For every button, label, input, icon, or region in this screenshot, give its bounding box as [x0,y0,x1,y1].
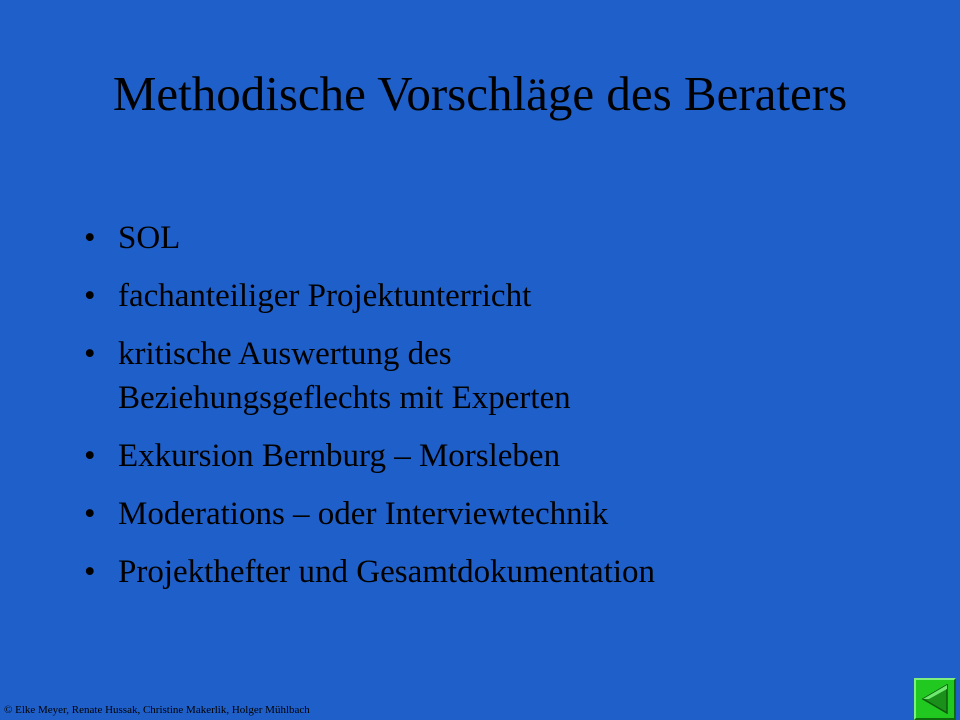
bullet-dot: • [84,554,96,590]
bullet-list [84,216,924,608]
bullet-item [84,492,924,536]
bullet-text: SOL [118,220,181,256]
bullet-dot: • [84,220,96,256]
bullet-text: fachanteiliger Projektunterricht [118,278,532,314]
bullet-dot: • [84,496,96,532]
bullet-dot: • [84,438,96,474]
back-button[interactable] [914,678,956,720]
bullet-text: Moderations – oder Interviewtechnik [118,496,609,532]
copyright-footer: © Elke Meyer, Renate Hussak, Christine Makerlik, Holger Mühlbach [4,704,310,716]
triangle-left-icon [921,684,949,714]
bullet-item [84,332,924,420]
bullet-text: kritische Auswertung des Beziehungsgeflechts mit Experten [118,336,571,416]
bullet-dot: • [84,336,96,372]
bullet-item [84,216,924,260]
bullet-dot: • [84,278,96,314]
bullet-item [84,434,924,478]
bullet-text: Projekthefter und Gesamtdokumentation [118,554,656,590]
slide-title: Methodische Vorschläge des Beraters [112,66,848,121]
bullet-item [84,550,924,594]
bullet-text: Exkursion Bernburg – Morsleben [118,438,561,474]
bullet-item [84,274,924,318]
